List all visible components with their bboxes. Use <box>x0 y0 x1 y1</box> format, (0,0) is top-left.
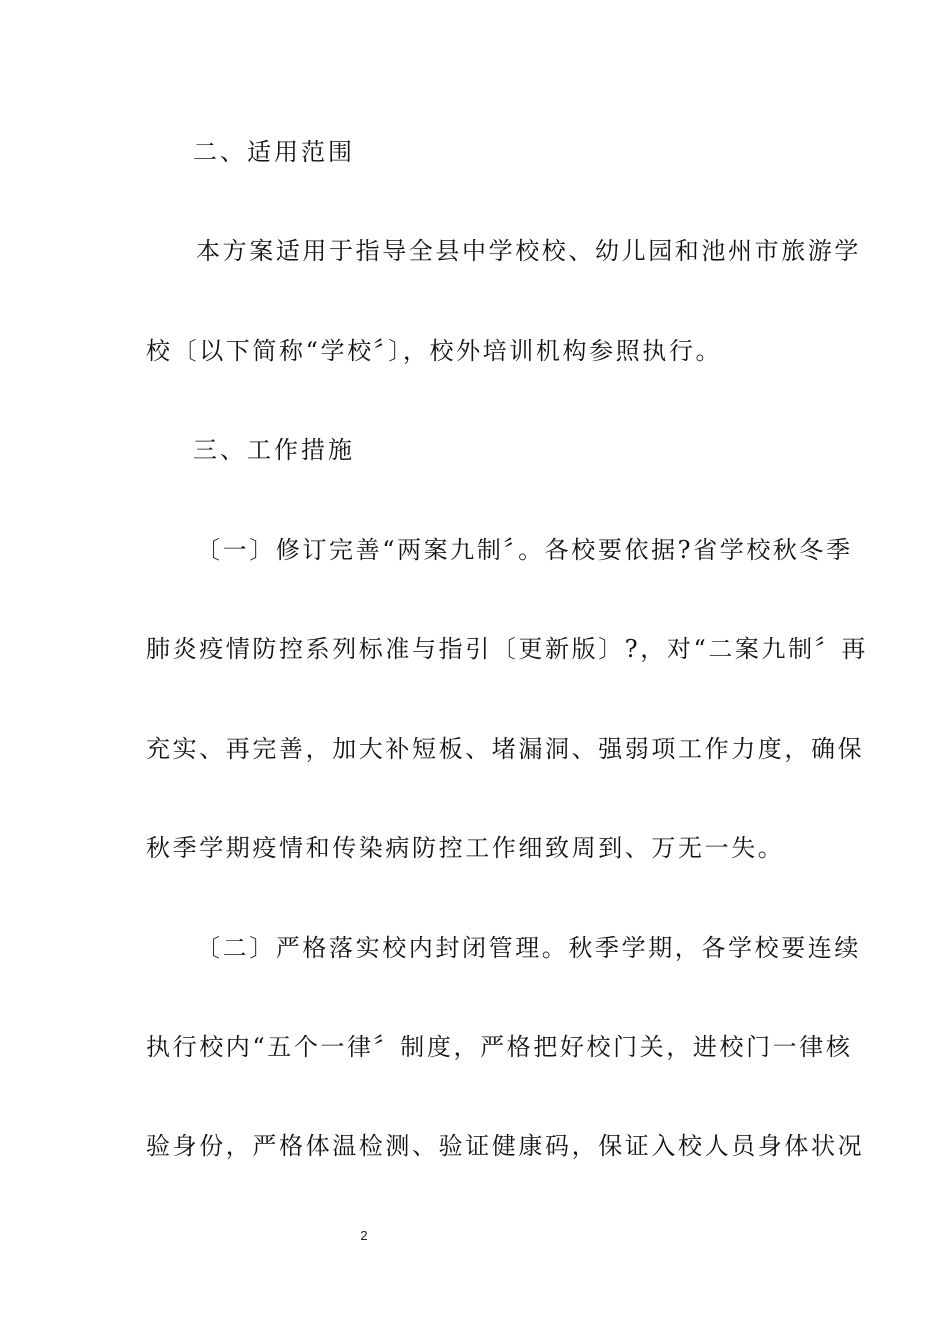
paragraph-line: 执行校内“五个一律〞制度，严格把好校门关，进校门一律核 <box>146 1033 853 1061</box>
paragraph-line: 校〔以下简称“学校〞〕，校外培训机构参照执行。 <box>146 337 723 365</box>
section-heading-scope: 二、适用范围 <box>193 138 355 166</box>
section-heading-measures: 三、工作措施 <box>193 436 355 464</box>
page-number: 2 <box>360 1228 368 1243</box>
paragraph-line: 充实、再完善，加大补短板、堵漏洞、强弱项工作力度，确保 <box>146 735 865 763</box>
paragraph-line: 肺炎疫情防控系列标准与指引〔更新版〕?，对“二案九制〞再 <box>146 635 868 663</box>
paragraph-line: 验身份，严格体温检测、验证健康码，保证入校人员身体状况 <box>146 1132 865 1160</box>
paragraph-line: 秋季学期疫情和传染病防控工作细致周到、万无一失。 <box>146 834 785 862</box>
paragraph-line: 〔二〕严格落实校内封闭管理。秋季学期，各学校要连续 <box>196 934 861 962</box>
paragraph-line: 本方案适用于指导全县中学校校、幼儿园和池州市旅游学 <box>196 237 861 265</box>
paragraph-line: 〔一〕修订完善“两案九制〞。各校要依据?省学校秋冬季 <box>196 536 853 564</box>
